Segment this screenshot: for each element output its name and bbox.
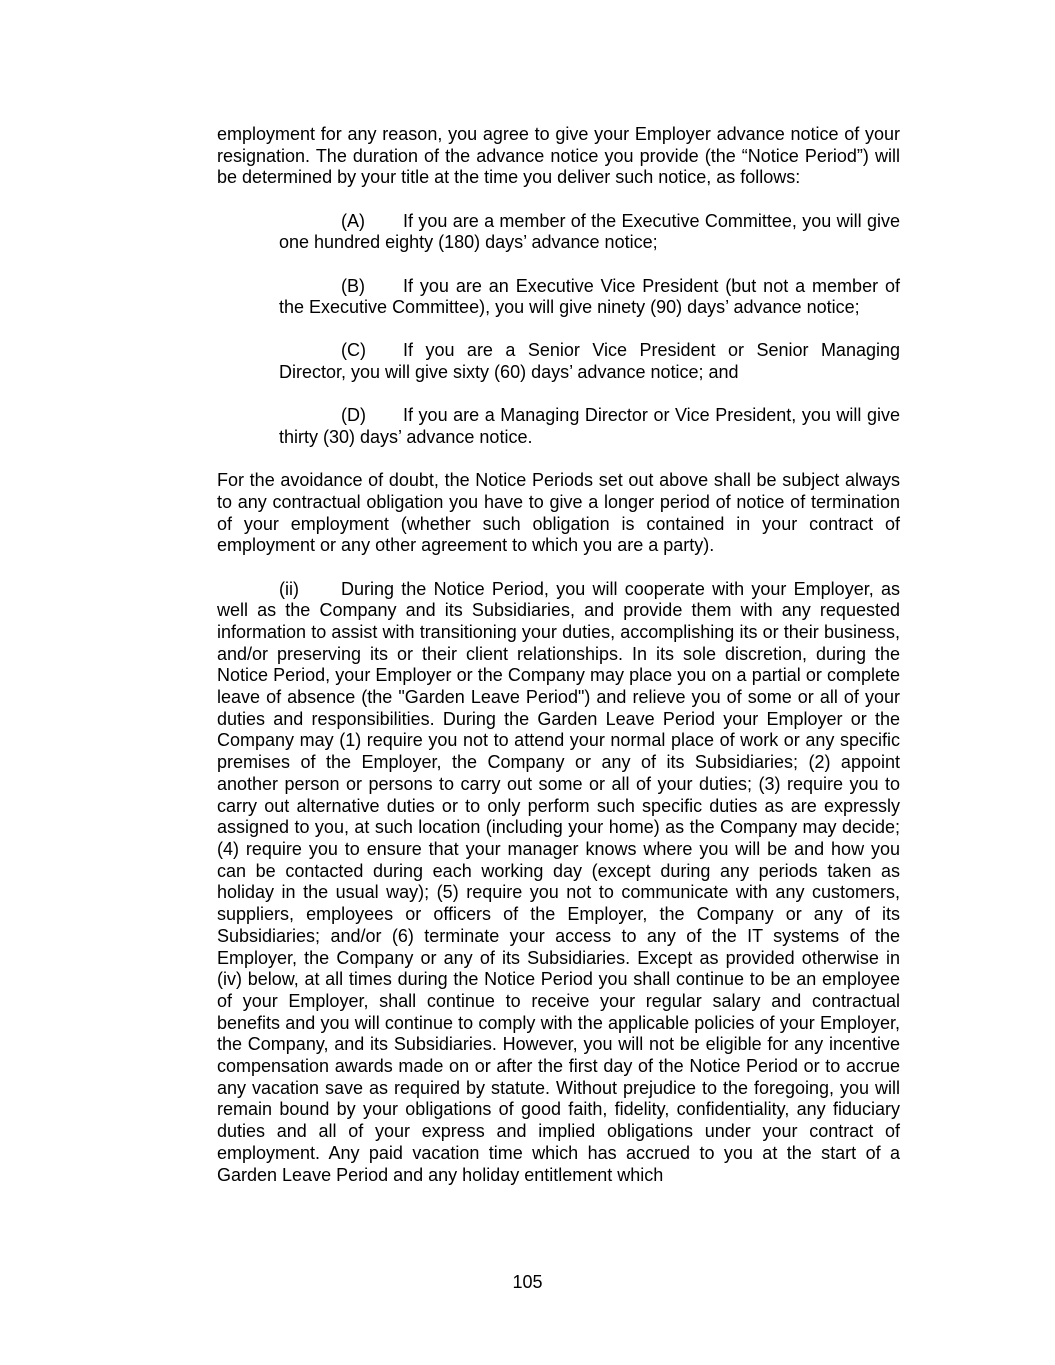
page-number: 105 <box>512 1272 543 1292</box>
item-text: If you are an Executive Vice President (but not a member of the Executive Committee), you will give ninety (90) days’ advance notice; <box>279 275 900 318</box>
garden-leave-paragraph <box>217 579 900 1187</box>
notice-item-c <box>279 340 900 383</box>
section-ii-text: During the Notice Period, you will cooperate with your Employer, as well as the Company and its Subsidiaries, and provide them with any requested information to assist with transitioning your duties, accomplishing its or their business, and/or preserving its or their client relationships. In its sole discretion, during the Notice Period, your Employer or the Company may place you on a partial or complete leave of absence (the "Garden Leave Period") and relieve you of some or all of your duties and responsibilities. During the Garden Leave Period your Employer or the Company may (1) require you not to attend your normal place of work or any specific premises of the Employer, the Company or any of its Subsidiaries; (2) appoint another person or persons to carry out some or all of your duties; (3) require you to carry out alternative duties or to only perform such specific duties as are expressly assigned to you, at such location (including your home) as the Company may decide; (4) require you to ensure that your manager knows where you will be and how you can be contacted during each working day (except during any periods taken as holiday in the usual way); (5) require you not to communicate with any customers, suppliers, employees or officers of the Employer, the Company or any of its Subsidiaries; and/or (6) terminate your access to any of the IT systems of the Employer, the Company or any of its Subsidiaries. Except as provided otherwise in (iv) below, at all times during the Notice Period you shall continue to be an employee of your Employer, shall continue to receive your regular salary and contractual benefits and you will continue to comply with the applicable policies of your Employer, the Company, and its Subsidiaries. However, you will not be eligible for any incentive compensation awards made on or after the first day of the Notice Period or to accrue any vacation save as required by statute. Without prejudice to the foregoing, you will remain bound by your obligations of good faith, fidelity, confidentiality, any fiduciary duties and all of your express and implied obligations under your contract of employment. Any paid vacation time which has accrued to you at the start of a Garden Leave Period and any holiday entitlement which <box>217 578 900 1185</box>
document-page <box>217 124 900 1186</box>
item-label: (B) <box>341 275 365 296</box>
section-ii-label: (ii) <box>279 578 299 599</box>
notice-item-a <box>279 211 900 254</box>
item-text: If you are a Senior Vice President or Senior Managing Director, you will give sixty (60) days’ advance notice; and <box>279 340 900 383</box>
notice-item-d <box>279 405 900 448</box>
item-text: If you are a member of the Executive Committee, you will give one hundred eighty (180) days’ advance notice; <box>279 210 900 253</box>
notice-item-b <box>279 276 900 319</box>
intro-paragraph: employment for any reason, you agree to give your Employer advance notice of your resignation. The duration of the advance notice you provide (the “Notice Period”) will be determined by your title at the time you deliver such notice, as follows: <box>217 124 900 188</box>
item-label: (D) <box>341 405 366 426</box>
item-label: (C) <box>341 340 366 361</box>
item-label: (A) <box>341 210 365 231</box>
item-text: If you are a Managing Director or Vice President, you will give thirty (30) days’ advance notice. <box>279 405 900 448</box>
avoidance-paragraph: For the avoidance of doubt, the Notice Periods set out above shall be subject always to any contractual obligation you have to give a longer period of notice of termination of your employment (whether such obligation is contained in your contract of employment or any other agreement to which you are a party). <box>217 470 900 556</box>
